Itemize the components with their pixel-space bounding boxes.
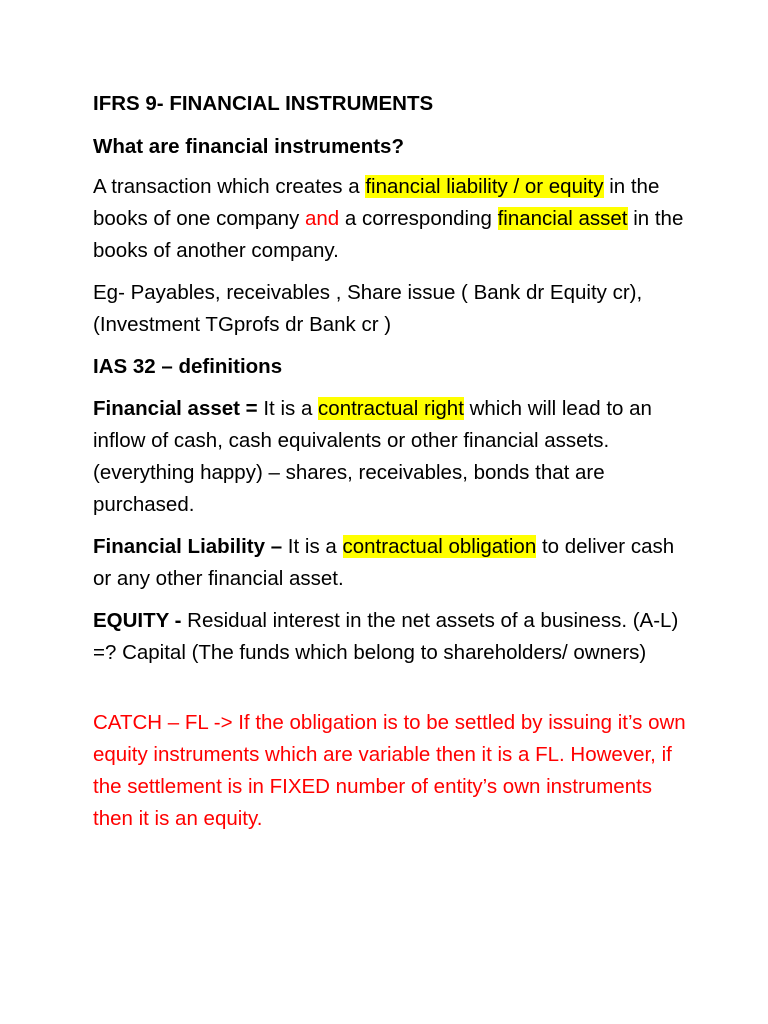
financial-liability-text-2: to deliver cash or any other financial asset. (93, 535, 675, 590)
document-title: IFRS 9- FINANCIAL INSTRUMENTS (93, 92, 434, 115)
financial-instrument-definition (93, 171, 693, 267)
financial-asset-definition (93, 393, 693, 521)
definition-text-4: in the books of another company. (93, 207, 684, 262)
question-heading: What are financial instruments? (93, 135, 404, 158)
equity-text: Residual interest in the net assets of a business. (A-L) =? Capital (The funds which belong to shareholders/ owners) (93, 609, 679, 664)
financial-asset-label: Financial asset = (93, 397, 258, 420)
financial-asset-text-1: It is a (257, 397, 319, 420)
definition-text-3: a corresponding (339, 207, 498, 230)
catch-note: CATCH – FL -> If the obligation is to be settled by issuing it’s own equity instruments which are variable then it is a FL. However, if the settlement is in FIXED number of entity’s own instruments then it is an equity. (93, 711, 686, 830)
examples-paragraph: Eg- Payables, receivables , Share issue ( Bank dr Equity cr), (Investment TGprofs dr Bank cr ) (93, 281, 643, 336)
highlight-financial-liability-equity: financial liability / or equity (365, 175, 604, 198)
highlight-contractual-obligation: contractual obligation (342, 535, 537, 558)
definition-text-1: A transaction which creates a (93, 175, 366, 198)
financial-liability-definition (93, 531, 693, 595)
definition-text-2: in the books of one company (93, 175, 660, 230)
document-page (93, 88, 693, 835)
equity-definition (93, 605, 693, 669)
equity-label: EQUITY - (93, 609, 182, 632)
financial-asset-text-2: which will lead to an inflow of cash, cash equivalents or other financial assets. (everything happy) – shares, receivables, bonds that are purchased. (93, 397, 652, 516)
highlight-financial-asset: financial asset (497, 207, 628, 230)
and-emphasis: and (304, 207, 340, 230)
financial-liability-text-1: It is a (282, 535, 343, 558)
highlight-contractual-right: contractual right (318, 397, 464, 420)
financial-liability-label: Financial Liability – (93, 535, 283, 558)
ias32-heading: IAS 32 – definitions (93, 355, 283, 378)
